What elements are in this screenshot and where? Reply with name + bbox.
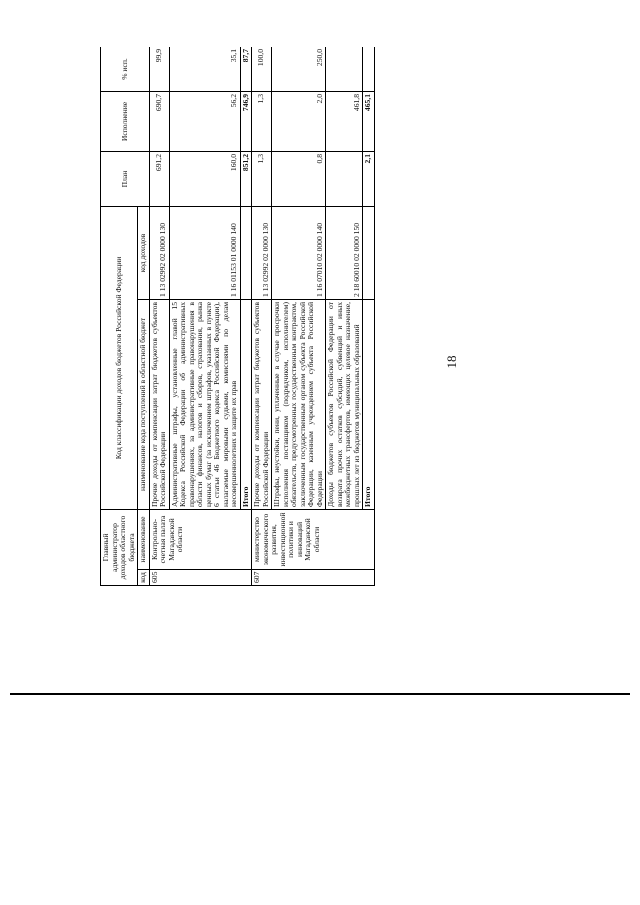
income-code: 1 16 07010 02 0000 140 [272, 206, 326, 299]
total-exec: 465,1 [363, 91, 375, 151]
admin-code: 607 [252, 570, 375, 586]
header-row-top [101, 47, 138, 586]
exec-value: 1,3 [252, 91, 272, 151]
horizontal-rule [10, 693, 630, 695]
rotated-page-area [100, 47, 456, 586]
table-row [149, 47, 169, 586]
income-code: 1 13 02992 02 0000 130 [252, 206, 272, 299]
income-description: Административные штрафы, установленные главой 15 Кодекса Российской Федерации об административных правонарушениях, за административные правонарушения в области финансов, налогов и сборов, страхования, рынка ценных бумаг (за исключением штрафов, указанных в пункте 6 статьи 46 Бюджетного кодекса Российской Федерации), налагаемые мировыми судьями, комиссиями по делам несовершеннолетних и защите их прав [169, 299, 240, 509]
income-description: Штрафы, неустойки, пени, уплаченные в случае просрочки исполнения поставщиком (подрядчиком, исполнителем) обязательств, предусмотренных государственным контрактом, заключенным государственным органом субъекта Российской Федерации, казенным учреждением субъекта Российской Федерации [272, 299, 326, 509]
income-description: Прочие доходы от компенсации затрат бюджетов субъектов Российской Федерации [252, 299, 272, 509]
income-code: 2 18 60010 02 0000 150 [326, 206, 363, 299]
pct-value [326, 47, 363, 91]
income-description: Прочие доходы от компенсации затрат бюджетов субъектов Российской Федерации [149, 299, 169, 509]
header-desc-name: наименование кода поступлений в областной бюджет [138, 299, 150, 509]
header-plan: План [101, 151, 150, 206]
total-row [240, 47, 252, 586]
pct-value: 99,9 [149, 47, 169, 91]
total-pct [363, 47, 375, 91]
exec-value: 2,0 [272, 91, 326, 151]
header-admin: Главный администратор доходов областного бюджета [101, 509, 138, 585]
plan-value: 0,8 [272, 151, 326, 206]
total-exec: 746,9 [240, 91, 252, 151]
income-description: Доходы бюджетов субъектов Российской Федерации от возврата прочих остатков субсидий, субвенций и иных межбюджетных трансфертов, имеющих целевое назначение, прошлых лет из бюджетов муниципальных образований [326, 299, 363, 509]
table-row [169, 47, 240, 586]
total-row [363, 47, 375, 586]
plan-value: 691,2 [149, 151, 169, 206]
header-exec: Исполнение [101, 91, 150, 151]
total-plan: 2,1 [363, 151, 375, 206]
exec-value: 56,2 [169, 91, 240, 151]
total-code-empty [240, 206, 252, 299]
total-label: Итого [363, 299, 375, 509]
header-code: код [138, 570, 150, 586]
header-kbk: Код классификации доходов бюджетов Российской Федерации [101, 206, 138, 509]
table-row [326, 47, 363, 586]
admin-name: Контрольно-счетная палата Магаданской области [149, 509, 252, 569]
total-label: Итого [240, 299, 252, 509]
exec-value: 690,7 [149, 91, 169, 151]
income-code: 1 13 02992 02 0000 130 [149, 206, 169, 299]
revenue-table-wrapper [100, 47, 456, 586]
page-number: 18 [444, 355, 459, 369]
plan-value: 160,0 [169, 151, 240, 206]
header-name: наименование [138, 509, 150, 569]
admin-name: министерство экономического развития, инвестиционной политики и инноваций Магаданской области [252, 509, 375, 569]
table-row [252, 47, 272, 586]
pct-value: 35,1 [169, 47, 240, 91]
revenue-table [100, 47, 375, 586]
income-code: 1 16 01153 01 0000 140 [169, 206, 240, 299]
pct-value: 250,0 [272, 47, 326, 91]
plan-value [326, 151, 363, 206]
plan-value: 1,3 [252, 151, 272, 206]
header-income-code: код доходов [138, 206, 150, 299]
total-code-empty [363, 206, 375, 299]
admin-code: 605 [149, 570, 252, 586]
total-pct: 87,7 [240, 47, 252, 91]
exec-value: 461,8 [326, 91, 363, 151]
total-plan: 851,2 [240, 151, 252, 206]
table-row [272, 47, 326, 586]
header-pct: % исп. [101, 47, 150, 91]
pct-value: 100,0 [252, 47, 272, 91]
